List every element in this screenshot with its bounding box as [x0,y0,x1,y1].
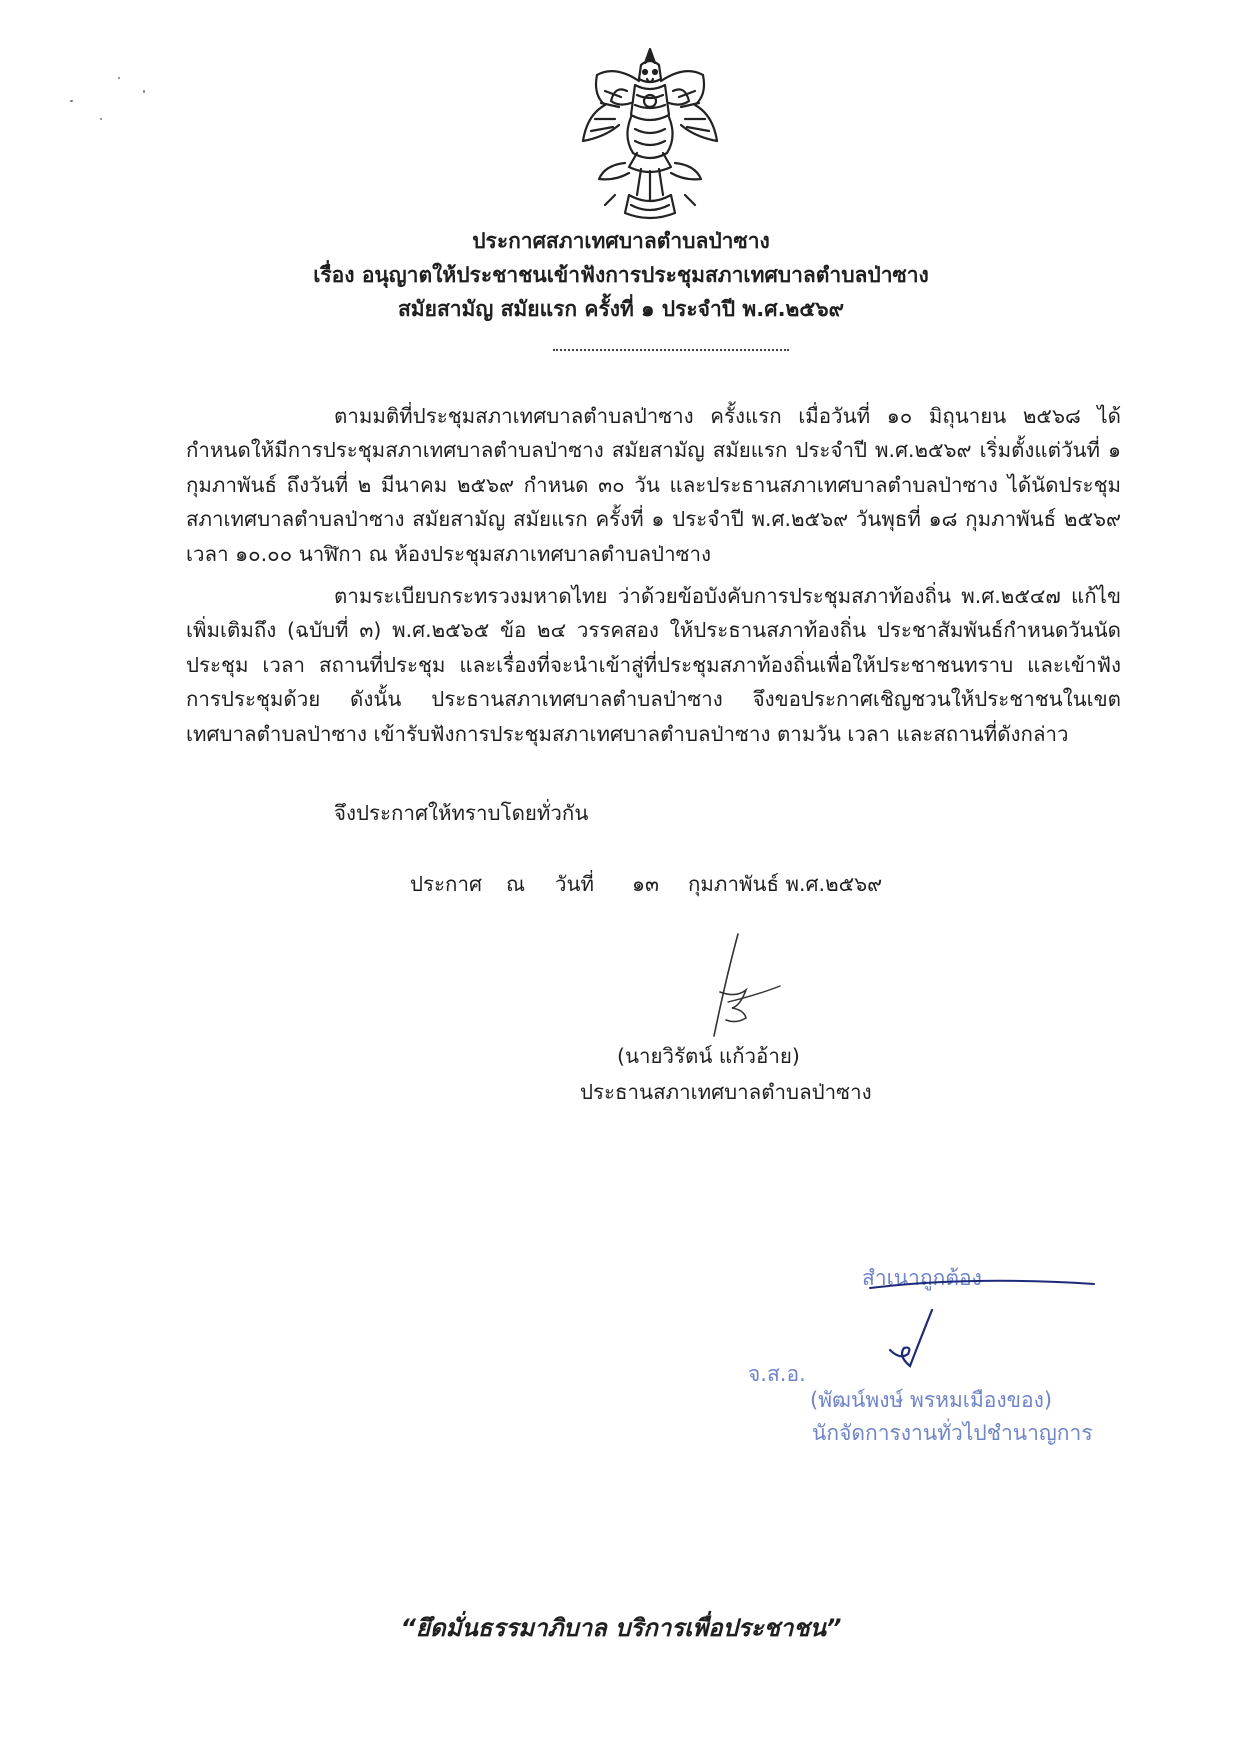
date-day: ๑๓ [632,872,660,896]
certifier-title: นักจัดการงานทั่วไปชำนาญการ [812,1421,1093,1445]
scan-speck [118,77,120,79]
date-at: ณ [506,872,526,896]
signer-name: (นายวิรัตน์ แก้วอ้าย) [617,1044,800,1068]
certifier-name: (พัฒน์พงษ์ พรหมเมืองของ) [810,1388,1053,1412]
dotted-separator [553,349,789,351]
signer-title: ประธานสภาเทศบาลตำบลป่าซาง [580,1080,872,1104]
scan-speck [143,90,145,93]
footer-slogan: “ยึดมั่นธรรมาภิบาล บริการเพื่อประชาชน” [400,1614,842,1642]
scan-speck [70,100,73,102]
title-issuer: ประกาศสภาเทศบาลตำบลป่าซาง [472,229,770,253]
title-session: สมัยสามัญ สมัยแรก ครั้งที่ ๑ ประจำปี พ.ศ.๒๕๖๙ [397,297,844,321]
date-day-label: วันที่ [555,872,595,896]
body-paragraph-2: ตามระเบียบกระทรวงมหาดไทย ว่าด้วยข้อบังคับการประชุมสภาท้องถิ่น พ.ศ.๒๕๔๗ แก้ไขเพิ่มเติมถึง (ฉบับที่ ๓) พ.ศ.๒๕๖๕ ข้อ ๒๔ วรรคสอง ให้ประธานสภาท้องถิ่น ประชาสัมพันธ์กำหนดวันนัดประชุม เวลา สถานที่ประชุม และเรื่องที่จะนำเข้าสู่ที่ประชุมสภาท้องถิ่นเพื่อให้ประชาชนทราบ และเข้าฟังการประชุมด้วย ดังนั้น ประธานสภาเทศบาลตำบลป่าซาง จึงขอประกาศเชิญชวนให้ประชาชนในเขตเทศบาลตำบลป่าซาง เข้ารับฟังการประชุมสภาเทศบาลตำบลป่าซาง ตามวัน เวลา และสถานที่ดังกล่าว [186,584,1121,746]
announcement-title [0,224,1242,326]
title-subject: เรื่อง อนุญาตให้ประชาชนเข้าฟังการประชุมสภาเทศบาลตำบลป่าซาง [313,263,929,287]
garuda-emblem [575,45,725,225]
scan-speck [100,118,102,120]
closing-statement: จึงประกาศให้ทราบโดยทั่วกัน [334,801,589,825]
president-signature [680,928,800,1048]
certifier-rank: จ.ส.อ. [748,1362,806,1386]
date-month-year: กุมภาพันธ์ พ.ศ.๒๕๖๙ [688,872,883,896]
body-paragraph-1: ตามมติที่ประชุมสภาเทศบาลตำบลป่าซาง ครั้งแรก เมื่อวันที่ ๑๐ มิถุนายน ๒๕๖๘ ได้กำหนดให้มีการประชุมสภาเทศบาลตำบลป่าซาง สมัยสามัญ สมัยแรก ประจำปี พ.ศ.๒๕๖๙ เริ่มตั้งแต่วันที่ ๑ กุมภาพันธ์ ถึงวันที่ ๒ มีนาคม ๒๕๖๙ กำหนด ๓๐ วัน และประธานสภาเทศบาลตำบลป่าซาง ได้นัดประชุมสภาเทศบาลตำบลป่าซาง สมัยสามัญ สมัยแรก ครั้งที่ ๑ ประจำปี พ.ศ.๒๕๖๙ วันพุธที่ ๑๘ กุมภาพันธ์ ๒๕๖๙ เวลา ๑๐.๐๐ นาฬิกา ณ ห้องประชุมสภาเทศบาลตำบลป่าซาง [186,404,1121,566]
announcement-body [186,399,1121,759]
certified-copy-stamp: สำเนาถูกต้อง [862,1266,982,1290]
certifier-signature [850,1270,1110,1380]
date-label: ประกาศ [410,872,482,896]
